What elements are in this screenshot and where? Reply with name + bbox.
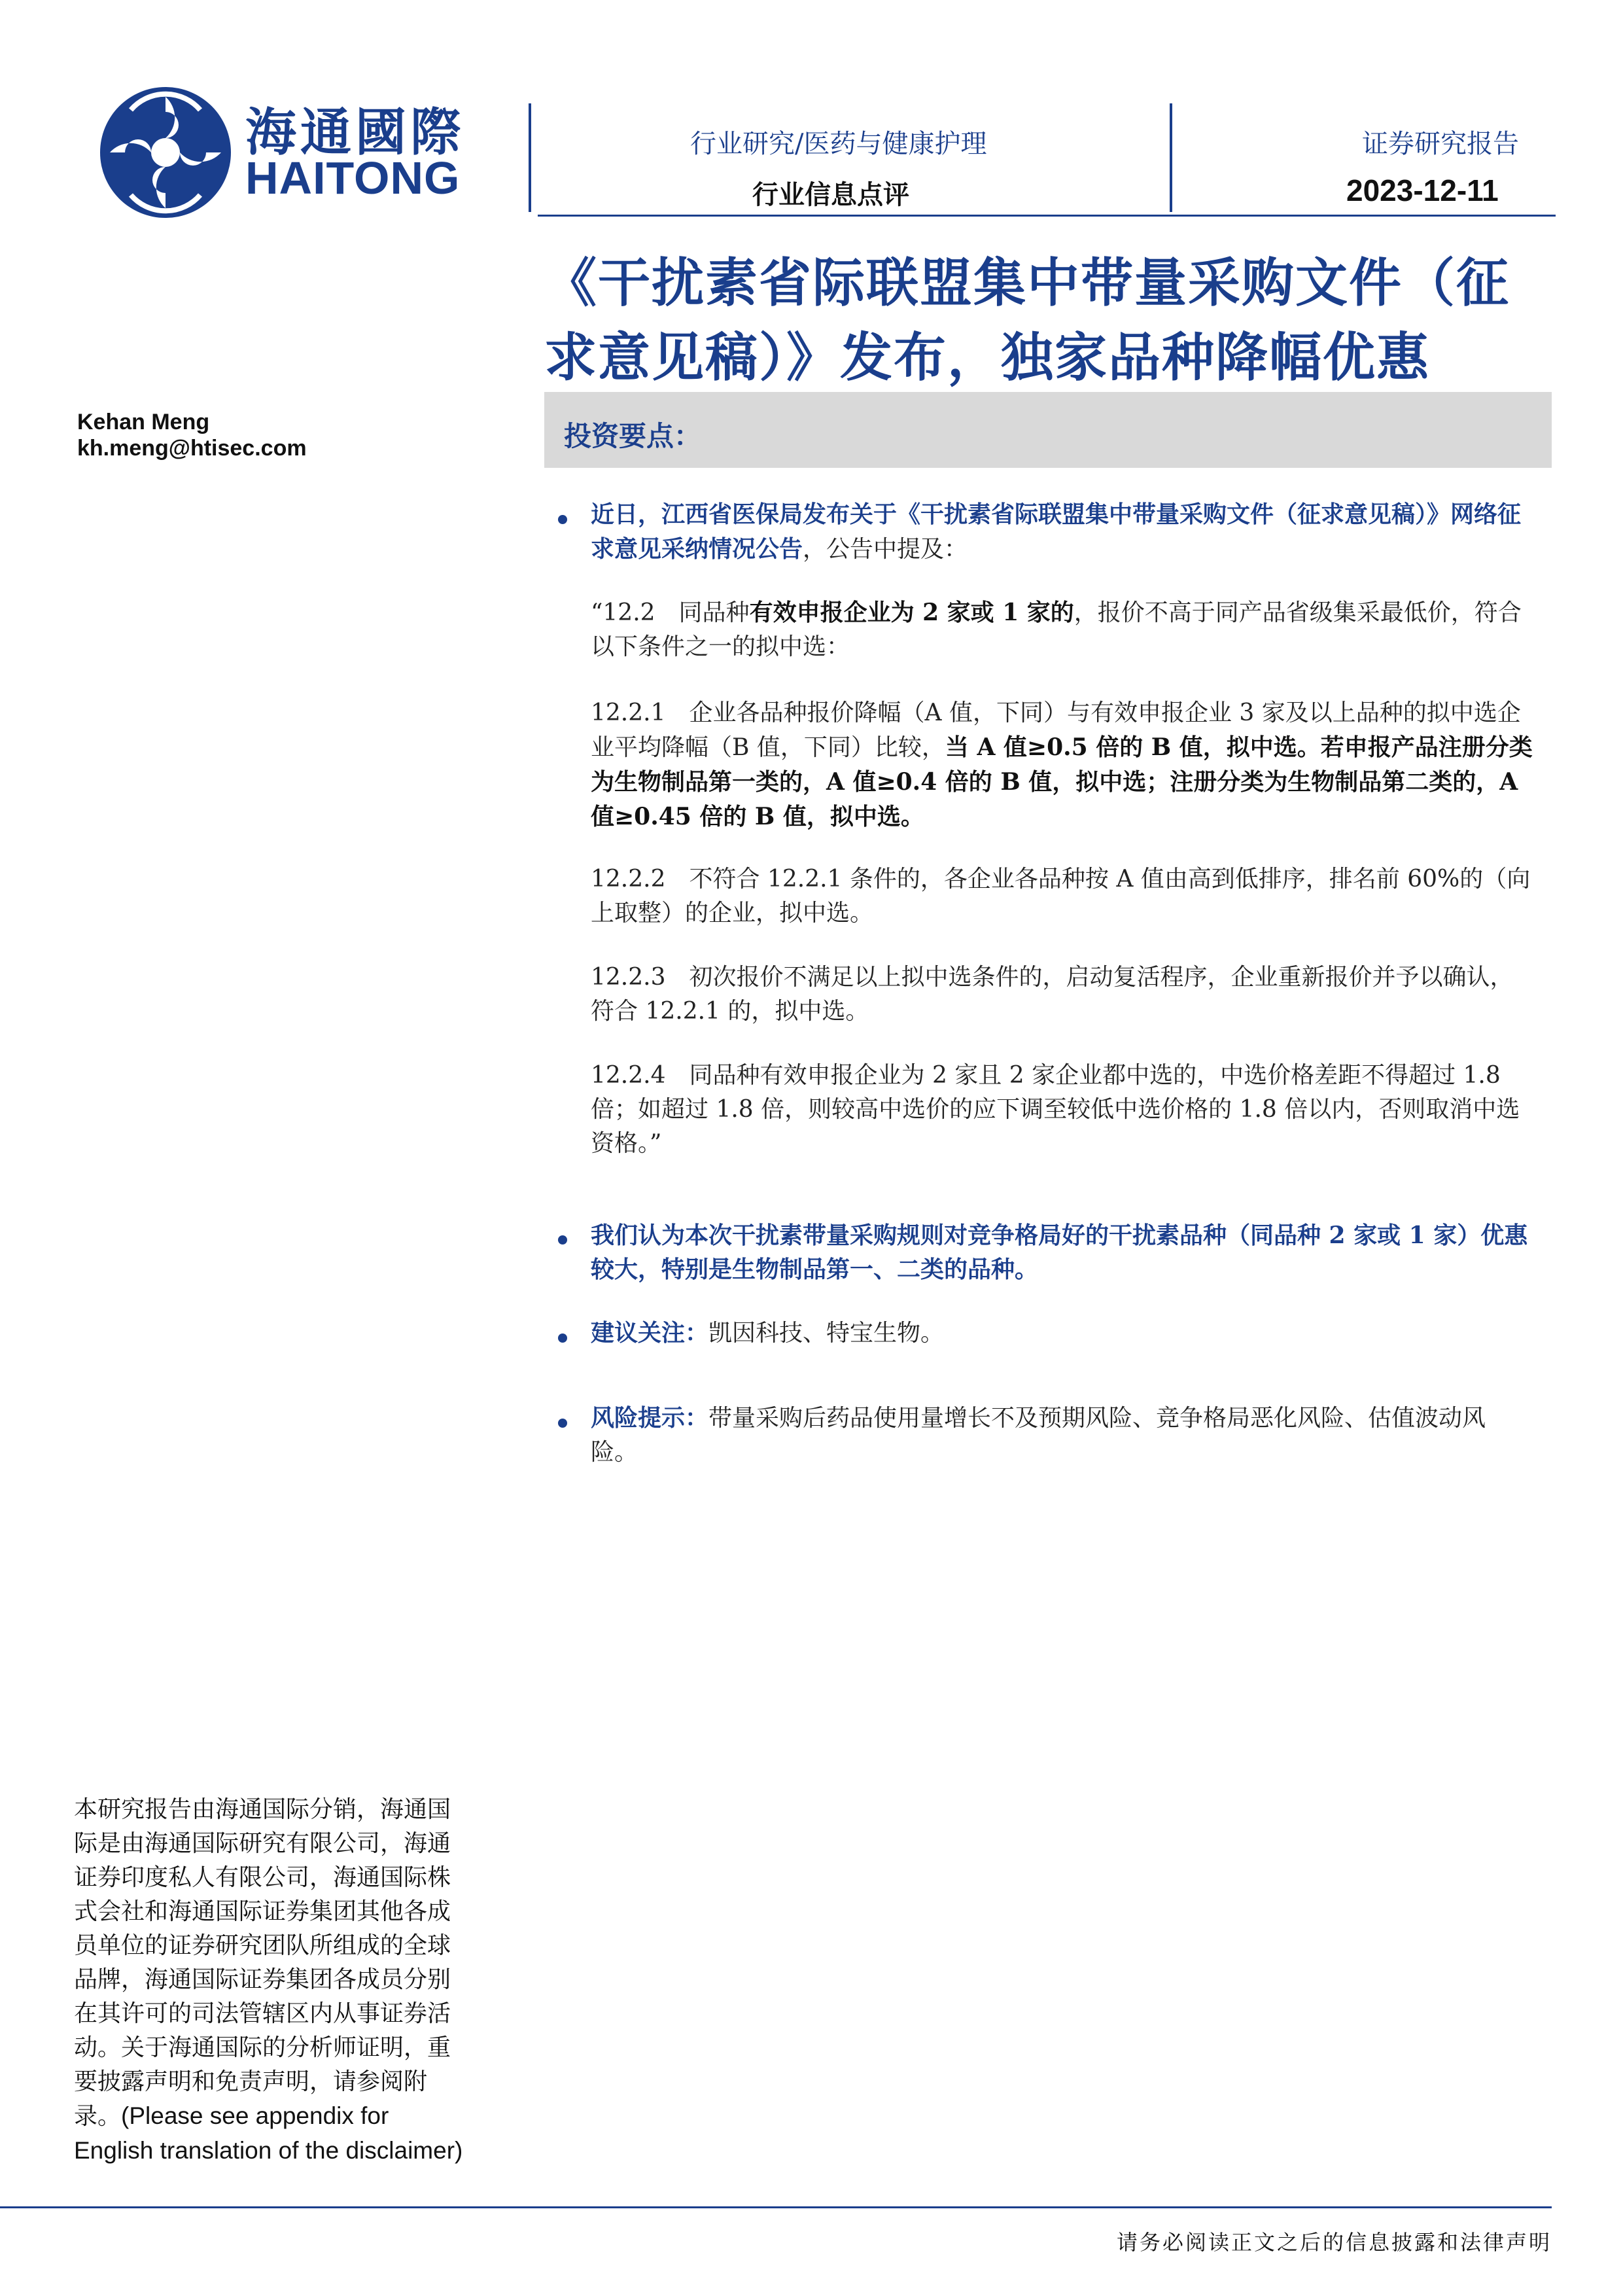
key-points-label: 投资要点： [564,420,702,452]
author-name: Kehan Meng [77,410,210,434]
bullet-icon [558,1333,567,1343]
key-point-risk [591,1401,1533,1470]
quote-rule-12-2 [591,595,1533,664]
brand-name-cn: 海通國際 [245,103,466,162]
recommend-label: 建议关注： [591,1319,709,1347]
report-category: 行业研究/医药与健康护理 [690,129,987,159]
quote-emphasis: 有效申报企业为 2 家或 1 家的 [749,599,1074,626]
brand-name-en: HAITONG [245,152,461,203]
footer-notice: 请务必阅读正文之后的信息披露和法律声明 [1116,2230,1552,2255]
disclaimer [74,1793,466,2168]
header-divider [529,103,531,212]
header-divider [1170,103,1172,212]
footer-rule [0,2206,1552,2208]
disclaimer-en: (Please see appendix for English translation of the disclaimer) [74,2102,463,2164]
bullet-icon [558,1235,567,1245]
disclaimer-cn: 本研究报告由海通国际分销，海通国际是由海通国际研究有限公司，海通证券印度私人有限公司，海通国际株式会社和海通国际证券集团其他各成员单位的证券研究团队所组成的全球品牌，海通国际证券集团各成员分别在其许可的司法管辖区内从事证券活动。关于海通国际的分析师证明，重要披露声明和免责声明，请参阅附录。 [74,1796,451,2130]
announcement-lead: 近日，江西省医保局发布关于《干扰素省际联盟集中带量采购文件（征求意见稿）》网络征求意见采纳情况公告 [591,501,1522,563]
quote-text: “12.2 同品种 [591,599,750,626]
report-type: 行业信息点评 [752,179,909,210]
bullet-icon [558,515,567,524]
bullet-icon [558,1419,567,1428]
announcement-tail: ，公告中提及： [803,536,968,563]
quote-emphasis: 当 A 值≥0.5 倍的 B 值，拟中选。若申报产品注册分类为生物制品第一类的，A 值≥0.4 倍的 B 值，拟中选；注册分类为生物制品第二类的，A 值≥0.45 倍的 B 值，拟中选。 [591,733,1533,830]
risk-label: 风险提示： [591,1404,709,1432]
haitong-logo-icon [97,84,234,221]
key-point-view: 我们认为本次干扰素带量采购规则对竞争格局好的干扰素品种（同品种 2 家或 1 家）优惠较大，特别是生物制品第一、二类的品种。 [591,1222,1528,1283]
report-label: 证券研究报告 [1362,129,1519,159]
quote-rule-12-2-2: 12.2.2 不符合 12.2.1 条件的，各企业各品种按 A 值由高到低排序，排名前 60%的（向上取整）的企业，拟中选。 [591,866,1531,927]
key-point-announcement [591,497,1533,567]
author-email[interactable]: kh.meng@htisec.com [77,436,307,461]
quote-rule-12-2-3: 12.2.3 初次报价不满足以上拟中选条件的，启动复活程序，企业重新报价并予以确认，符合 12.2.1 的，拟中选。 [591,964,1514,1025]
report-date: 2023-12-11 [1346,173,1499,207]
quote-text: 12.2.1 企业各品种报价降幅（A 值，下同）与有效申报企业 3 家及以上品种的拟中选企业平均降幅（B 值，下同）比较， [591,699,1521,761]
recommend-text: 凯因科技、特宝生物。 [708,1320,945,1347]
quote-text: ，报价不高于同产品省级集采最低价，符合以下条件之一的拟中选： [591,599,1522,660]
key-point-recommend [591,1316,1533,1351]
risk-text: 带量采购后药品使用量增长不及预期风险、竞争格局恶化风险、估值波动风险。 [591,1405,1486,1466]
report-title: 《干扰素省际联盟集中带量采购文件（征求意见稿）》发布，独家品种降幅优惠 [544,252,1510,388]
header-rule [538,215,1556,217]
quote-rule-12-2-4: 12.2.4 同品种有效申报企业为 2 家且 2 家企业都中选的，中选价格差距不得超过 1.8 倍；如超过 1.8 倍，则较高中选价的应下调至较低中选价格的 1.8 倍以内，否则取消中选资格。” [591,1062,1520,1157]
quote-rule-12-2-1 [591,696,1533,834]
